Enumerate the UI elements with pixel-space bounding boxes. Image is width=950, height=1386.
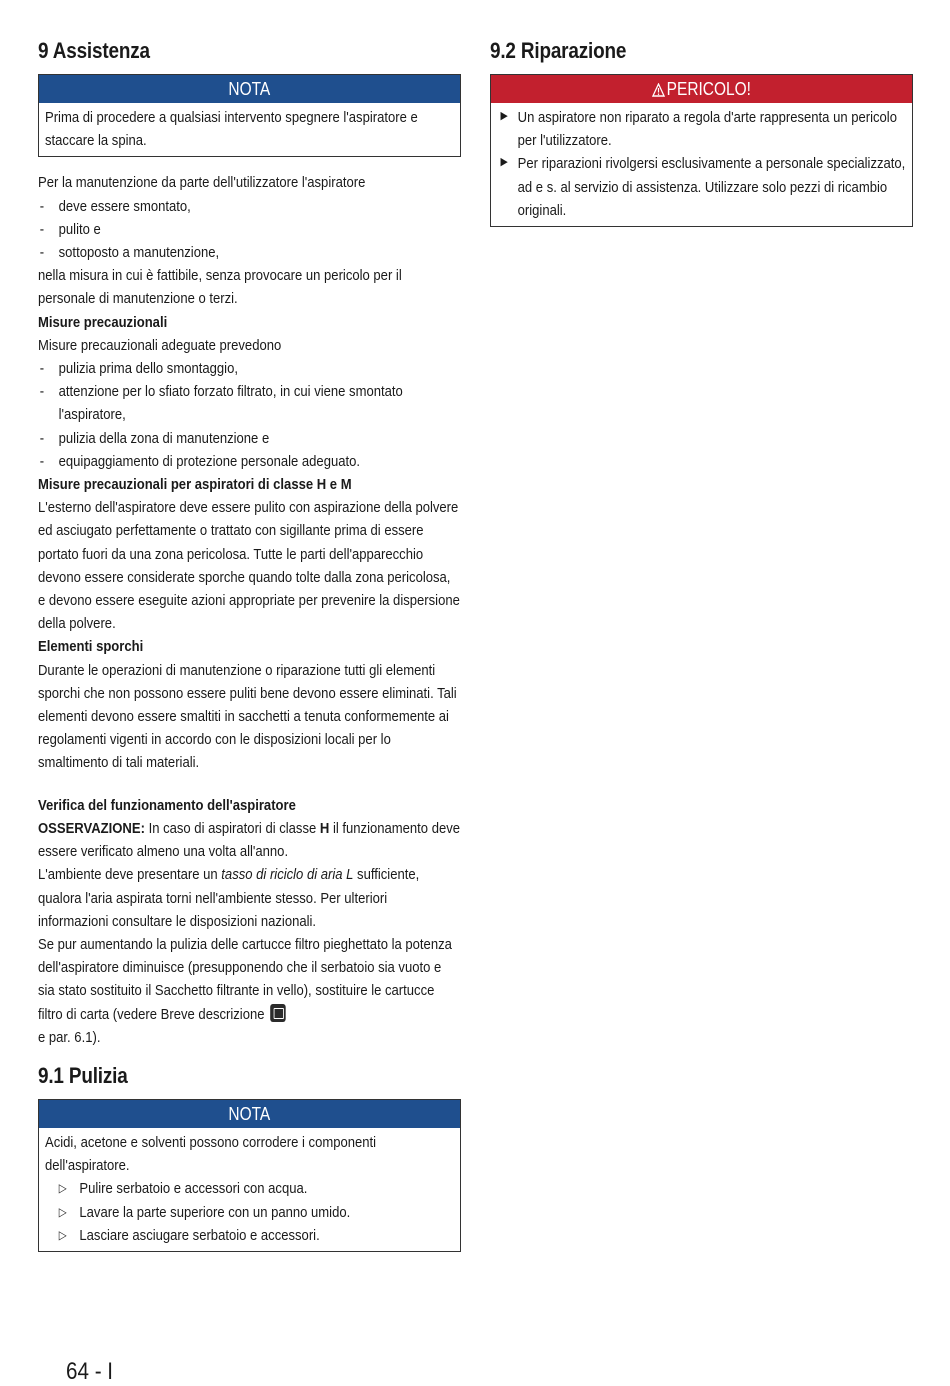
intro-list [38,195,461,265]
observation-paragraph [38,817,461,863]
observation-text-pre: In caso di aspiratori di classe [144,819,320,837]
precautions-heading: Misure precauzionali [38,313,168,331]
environment-text-pre: L'ambiente deve presentare un [38,866,222,884]
arrow-bullet-icon: ▶ [500,156,508,169]
danger-header-content [652,75,751,103]
note-box-cleaning [38,1099,461,1252]
section-title-riparazione: 9.2 Riparazione [490,38,627,63]
list-item: - equipaggiamento di protezione personale adeguato. [38,450,461,473]
note-header-label: NOTA [228,1103,271,1124]
danger-list [497,106,907,222]
triangle-bullet-icon: ▷ [58,1227,67,1242]
triangle-bullet-icon: ▷ [58,1204,67,1219]
list-item: - attenzione per lo sfiato forzato filtrato, in cui viene smontato l'aspiratore, [38,380,461,426]
list-item [45,1201,455,1224]
list-item: - pulizia della zona di manutenzione e [38,427,461,450]
list-item [45,1224,455,1247]
page-number: 64 - I [66,1358,114,1385]
precautions-intro: Misure precauzionali adeguate prevedono [38,336,282,354]
filter-text-pre: Se pur aumentando la pulizia delle cartucce filtro pieghettato la potenza dell'aspiratore diminuisce (presupponendo che il serbatoio sia vuoto e sia stato sostituito il Sacchetto filtrante in vello), sostituire le cartucce filtro di carta (vedere Breve descrizione [38,935,452,1023]
note-text: Acidi, acetone e solventi possono corrodere i componenti dell'aspiratore. [45,1133,377,1175]
list-item-text: Per riparazioni rivolgersi esclusivamente a personale specializzato, ad e s. al servizio di assistenza. Utilizzare solo pezzi di ricambio originali. [517,155,906,219]
arrow-bullet-icon: ▶ [500,110,508,122]
list-item: - deve essere smontato, [38,195,461,218]
list-item: - pulito e [38,218,461,241]
note-body [39,1128,460,1251]
left-column [38,38,461,1266]
note-body [39,103,460,156]
list-item: - sottoposto a manutenzione, [38,241,461,264]
right-column [490,38,913,241]
danger-header [491,75,912,103]
environment-italic: tasso di riciclo di aria L [221,866,354,884]
hm-heading: Misure precauzionali per aspiratori di classe H e M [38,476,352,494]
list-item-text: Pulire serbatoio e accessori con acqua. [79,1180,308,1198]
warning-triangle-icon [652,83,665,97]
note-text: Prima di procedere a qualsiasi intervento spegnere l'aspiratore e staccare la spina. [45,109,418,150]
section-title-pulizia: 9.1 Pulizia [38,1062,128,1088]
danger-header-label: PERICOLO! [666,79,751,99]
note-box-power [38,74,461,157]
triangle-bullet-icon: ▷ [58,1181,67,1196]
list-item [45,1177,455,1200]
list-item-text: Lavare la parte superiore con un panno umido. [79,1203,351,1221]
note-header [39,1100,460,1128]
environment-paragraph [38,863,461,933]
list-item-text: Un aspiratore non riparato a regola d'arte rappresenta un pericolo per l'utilizzatore. [517,109,897,150]
section-title-assistenza: 9 Assistenza [38,38,150,63]
intro-after-paragraph: nella misura in cui è fattibile, senza provocare un pericolo per il personale di manutenzione o terzi. [38,267,402,308]
dirty-heading: Elementi sporchi [38,638,144,656]
list-item-text: Lasciare asciugare serbatoio e accessori. [79,1226,320,1244]
intro-paragraph: Per la manutenzione da parte dell'utilizzatore l'aspiratore [38,174,366,192]
list-item [497,106,907,152]
observation-label: OSSERVAZIONE: [38,819,145,837]
danger-body [491,103,912,226]
dirty-paragraph: Durante le operazioni di manutenzione o riparazione tutti gli elementi sporchi che non possono essere puliti bene devono essere eliminati. Tali elementi devono essere smaltiti in sacchetti a tenuta conformemente ai regolamenti vigenti in accordo con le disposizioni locali per lo smaltimento di tali materiali. [38,661,457,772]
maintenance-text [38,171,461,1049]
list-item [497,152,907,222]
observation-text-post: il funzionamento deve essere verificato almeno una volta all'anno. [38,819,461,861]
observation-class: H [319,819,330,837]
filter-paragraph [38,933,461,1049]
danger-box [490,74,913,227]
manual-reference-icon [270,1004,285,1022]
precautions-list [38,357,461,473]
cleaning-steps-list [45,1177,455,1247]
note-header-label: NOTA [228,79,271,99]
hm-paragraph: L'esterno dell'aspiratore deve essere pulito con aspirazione della polvere ed asciugato perfettamente o trattato con sigillante prima di essere portato fuori da una zona pericolosa. Tutte le parti dell'apparecchio devono essere considerate sporche quando tolte dalla zona pericolosa, e devono essere eseguite azioni appropriate per prevenire la dispersione della polvere. [38,499,460,633]
environment-text-post: sufficiente, qualora l'aria aspirata torni nell'ambiente stesso. Per ulteriori informazioni consultare le disposizioni nazionali. [38,866,420,930]
spacer [38,775,461,794]
list-item: - pulizia prima dello smontaggio, [38,357,461,380]
check-heading: Verifica del funzionamento dell'aspiratore [38,796,296,814]
note-header [39,75,460,103]
filter-text-post: e par. 6.1). [38,1028,101,1046]
